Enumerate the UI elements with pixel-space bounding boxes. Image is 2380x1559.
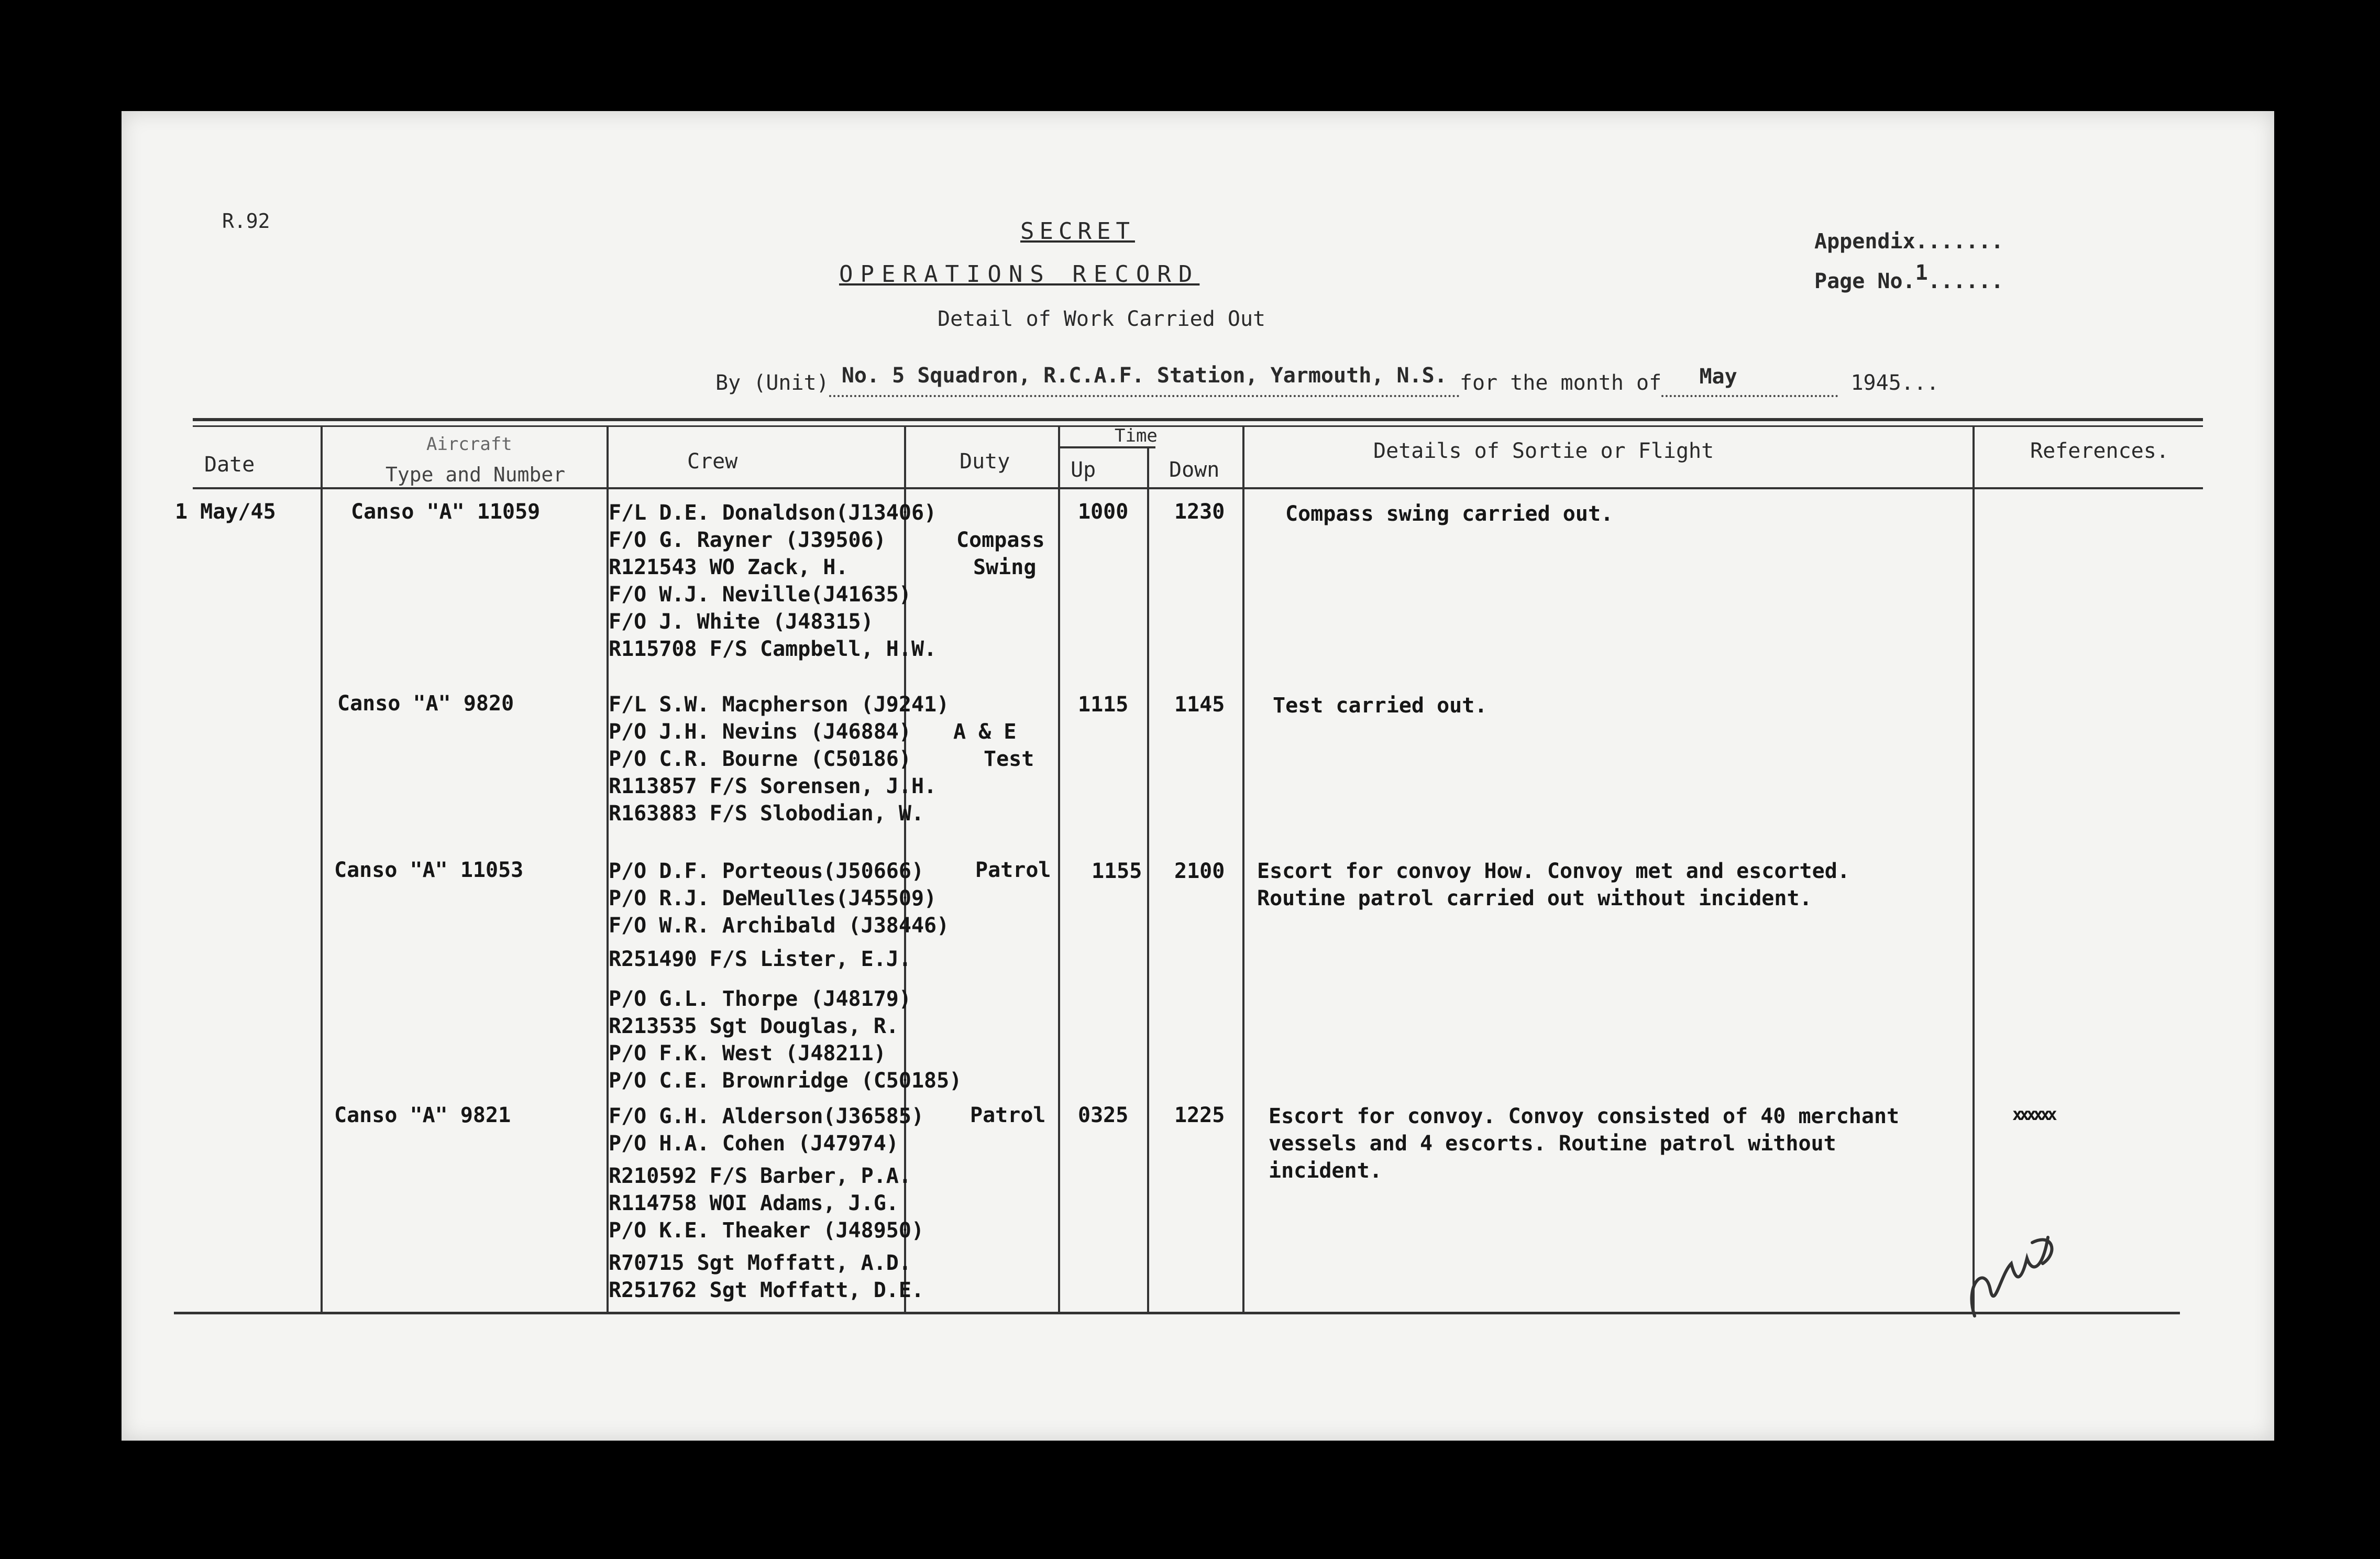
header-bottom-rule xyxy=(193,487,2203,489)
crew-member: P/O G.L. Thorpe (J48179) xyxy=(609,987,911,1011)
table-top-rule-2 xyxy=(193,425,2203,427)
entry-duty: Compass xyxy=(956,528,1045,552)
crew-member: P/O C.E. Brownridge (C50185) xyxy=(609,1069,962,1093)
table-bottom-rule xyxy=(174,1312,2180,1314)
page-label xyxy=(1814,261,2004,293)
crew-member: P/O K.E. Theaker (J48950) xyxy=(609,1218,924,1243)
crew-member: P/O H.A. Cohen (J47974) xyxy=(609,1132,899,1156)
crew-member: R163883 F/S Slobodian, W. xyxy=(609,802,924,826)
crew-member: R251762 Sgt Moffatt, D.E. xyxy=(609,1278,924,1302)
entry-details: Escort for convoy How. Convoy met and escorted. xyxy=(1257,859,1850,883)
crew-member: F/O G. Rayner (J39506) xyxy=(609,528,886,552)
entry-duty: A & E xyxy=(953,720,1017,744)
col-rule-date xyxy=(321,425,323,1312)
operations-record-sheet xyxy=(122,111,2274,1441)
classification-stamp: SECRET xyxy=(1020,218,1135,245)
unit-value: No. 5 Squadron, R.C.A.F. Station, Yarmouth, N.S. xyxy=(841,364,1447,388)
entry-duty: Swing xyxy=(973,555,1037,579)
col-header-time: Time xyxy=(1115,425,1158,446)
crew-member: R251490 F/S Lister, E.J. xyxy=(609,947,911,971)
entry-aircraft: Canso "A" 9821 xyxy=(334,1103,511,1127)
table-top-rule xyxy=(193,418,2203,421)
crew-member: P/O D.F. Porteous(J50666) xyxy=(609,859,924,883)
time-split-rule xyxy=(1059,446,1155,448)
entry-duty: Patrol xyxy=(970,1103,1046,1127)
crew-member: P/O J.H. Nevins (J46884) xyxy=(609,720,911,744)
crew-member: P/O R.J. DeMeulles(J45509) xyxy=(609,886,937,910)
entry-time-down: 1225 xyxy=(1174,1103,1225,1127)
entry-aircraft: Canso "A" 9820 xyxy=(337,691,514,716)
page-label-text: Page No. xyxy=(1814,269,1915,293)
entry-details: Routine patrol carried out without incident. xyxy=(1257,886,1812,910)
entry-details: Test carried out. xyxy=(1273,694,1488,718)
crew-member: R213535 Sgt Douglas, R. xyxy=(609,1014,899,1038)
entry-aircraft: Canso "A" 11059 xyxy=(351,500,541,524)
crew-member: R113857 F/S Sorensen, J.H. xyxy=(609,774,937,798)
form-title: OPERATIONS RECORD xyxy=(839,261,1200,288)
entry-date: 1 May/45 xyxy=(175,500,276,524)
col-rule-down xyxy=(1242,425,1244,1312)
unit-line xyxy=(715,364,1940,395)
unit-label: By (Unit) xyxy=(715,371,829,395)
entry-duty: Patrol xyxy=(975,858,1051,882)
col-header-down: Down xyxy=(1169,458,1220,482)
crew-member: R114758 WOI Adams, J.G. xyxy=(609,1191,899,1215)
col-header-date: Date xyxy=(204,453,255,477)
page-number: 1 xyxy=(1915,261,1928,285)
col-rule-details xyxy=(1973,425,1975,1312)
entry-time-up: 1115 xyxy=(1078,693,1129,717)
col-header-details: Details of Sortie or Flight xyxy=(1373,439,1714,463)
col-header-references: References. xyxy=(2030,439,2169,463)
handwritten-initials-signature xyxy=(1954,1206,2069,1332)
crew-member: F/L S.W. Macpherson (J9241) xyxy=(609,693,950,717)
entry-time-down: 2100 xyxy=(1174,859,1225,883)
crew-member: R121543 WO Zack, H. xyxy=(609,555,849,579)
entry-duty: Test xyxy=(984,747,1034,771)
crew-member: F/O J. White (J48315) xyxy=(609,610,874,634)
crew-member: F/L D.E. Donaldson(J13406) xyxy=(609,501,937,525)
entry-reference-struck: xxxxxx xyxy=(2012,1104,2054,1124)
month-label: for the month of xyxy=(1459,371,1662,395)
entry-details: vessels and 4 escorts. Routine patrol without xyxy=(1269,1132,1836,1156)
col-header-duty: Duty xyxy=(960,449,1010,474)
crew-member: F/O W.R. Archibald (J38446) xyxy=(609,914,950,938)
entry-time-up: 0325 xyxy=(1078,1103,1129,1127)
entry-details: Compass swing carried out. xyxy=(1285,502,1614,526)
entry-aircraft: Canso "A" 11053 xyxy=(334,858,524,882)
year-suffix: 5 xyxy=(1888,371,1901,395)
col-header-aircraft-1: Aircraft xyxy=(426,434,512,455)
entry-time-down: 1145 xyxy=(1174,693,1225,717)
col-rule-duty xyxy=(1058,425,1060,1312)
appendix-label: Appendix....... xyxy=(1814,229,2004,254)
form-subtitle: Detail of Work Carried Out xyxy=(938,307,1266,331)
entry-time-up: 1155 xyxy=(1092,859,1142,883)
crew-member: P/O F.K. West (J48211) xyxy=(609,1041,886,1066)
col-header-aircraft-2: Type and Number xyxy=(385,463,566,486)
entry-time-up: 1000 xyxy=(1078,500,1129,524)
month-value: May xyxy=(1699,365,1737,389)
col-header-crew: Crew xyxy=(687,449,738,474)
entry-time-down: 1230 xyxy=(1174,500,1225,524)
crew-member: P/O C.R. Bourne (C50186) xyxy=(609,747,911,771)
entry-details: incident. xyxy=(1269,1159,1382,1183)
form-code: R.92 xyxy=(222,210,270,233)
crew-member: R210592 F/S Barber, P.A. xyxy=(609,1164,911,1188)
year-prefix: 194 xyxy=(1850,371,1889,395)
year-trail: ... xyxy=(1901,371,1940,395)
col-rule-up xyxy=(1147,446,1149,1312)
entry-details: Escort for convoy. Convoy consisted of 40 merchant xyxy=(1269,1104,1900,1128)
page-dots: ...... xyxy=(1927,269,2004,293)
crew-member: F/O G.H. Alderson(J36585) xyxy=(609,1104,924,1128)
crew-member: R115708 F/S Campbell, H.W. xyxy=(609,637,937,661)
crew-member: F/O W.J. Neville(J41635) xyxy=(609,583,911,607)
col-header-up: Up xyxy=(1071,458,1096,482)
crew-member: R70715 Sgt Moffatt, A.D. xyxy=(609,1251,911,1275)
